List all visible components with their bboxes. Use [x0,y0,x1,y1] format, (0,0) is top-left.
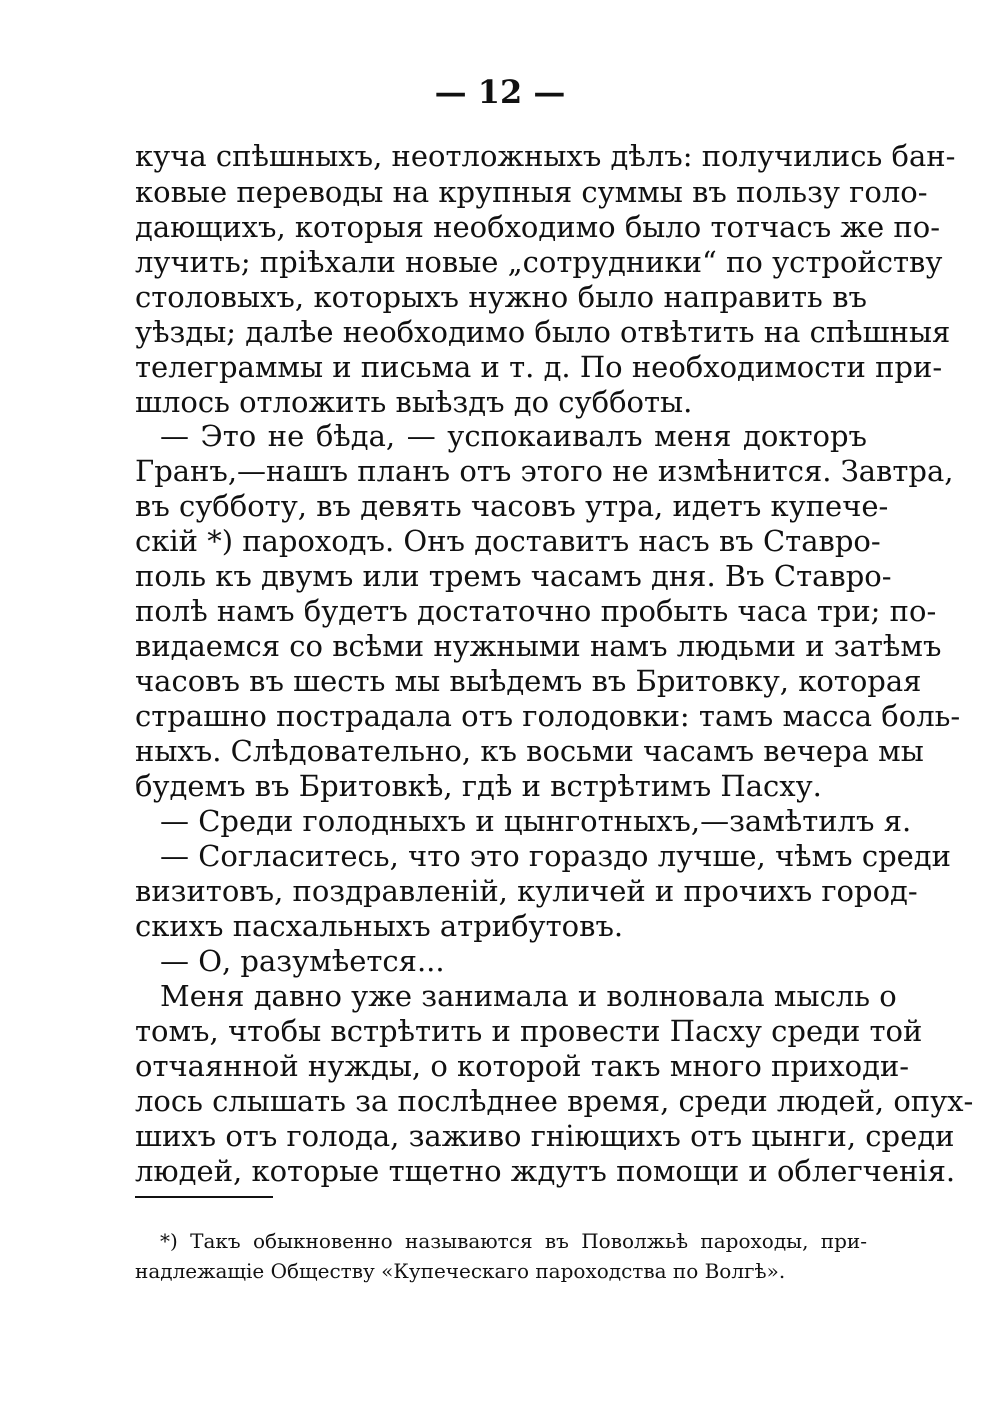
text-line: томъ, чтобы встрѣтить и провести Пасху среди той [135,1014,923,1048]
text-line: визитовъ, поздравленій, куличей и прочихъ город- [135,874,918,908]
text-line: ковые переводы на крупныя суммы въ пользу голо- [135,175,928,209]
text-line: Меня давно уже занимала и волновала мысль о [160,979,897,1013]
text-line: будемъ въ Бритовкѣ, гдѣ и встрѣтимъ Пасху. [135,769,822,803]
text-line: полѣ намъ будетъ достаточно пробыть часа три; по- [135,594,937,628]
text-line: ныхъ. Слѣдовательно, къ восьми часамъ вечера мы [135,734,924,768]
text-line: дающихъ, которыя необходимо было тотчасъ же по- [135,210,941,244]
text-line: скій *) пароходъ. Онъ доставитъ насъ въ Ставро- [135,524,881,558]
text-line: людей, которые тщетно ждутъ помощи и облегченія. [135,1154,956,1188]
text-line: — Это не бѣда, — успокаивалъ меня докторъ [160,419,867,453]
text-line: поль къ двумъ или тремъ часамъ дня. Въ Ставро- [135,559,892,593]
footnote-line: надлежащіе Обществу «Купеческаго пароходства по Волгѣ». [135,1259,786,1283]
text-line: телеграммы и письма и т. д. По необходимости при- [135,350,943,384]
text-line: — Согласитесь, что это гораздо лучше, чѣмъ среди [160,839,951,873]
text-line: куча спѣшныхъ, неотложныхъ дѣлъ: получились бан- [135,139,956,173]
text-line: лось слышать за послѣднее время, среди людей, опух- [135,1084,974,1118]
text-line: — О, разумѣется... [160,944,445,978]
text-line: лучить; пріѣхали новые „сотрудники“ по устройству [135,245,943,279]
text-line: уѣзды; далѣе необходимо было отвѣтить на спѣшныя [135,315,951,349]
footnote-divider [135,1196,273,1198]
text-line: страшно пострадала отъ голодовки: тамъ масса боль- [135,699,961,733]
text-line: отчаянной нужды, о которой такъ много приходи- [135,1049,910,1083]
text-line: столовыхъ, которыхъ нужно было направить въ [135,280,867,314]
text-line: — Среди голодныхъ и цынготныхъ,—замѣтилъ я. [160,804,912,838]
page-number: — 12 — [434,73,566,111]
text-line: скихъ пасхальныхъ атрибутовъ. [135,909,624,943]
text-line: часовъ въ шесть мы выѣдемъ въ Бритовку, которая [135,664,922,698]
text-line: видаемся со всѣми нужными намъ людьми и затѣмъ [135,629,942,663]
text-line: Гранъ,—нашъ планъ отъ этого не измѣнится. Завтра, [135,454,954,488]
text-line: шихъ отъ голода, заживо гніющихъ отъ цынги, среди [135,1119,955,1153]
footnote-line: *) Такъ обыкновенно называются въ Поволжьѣ пароходы, при- [160,1229,867,1253]
text-line: въ субботу, въ девять часовъ утра, идетъ купече- [135,489,889,523]
text-line: шлось отложить выѣздъ до субботы. [135,385,693,419]
